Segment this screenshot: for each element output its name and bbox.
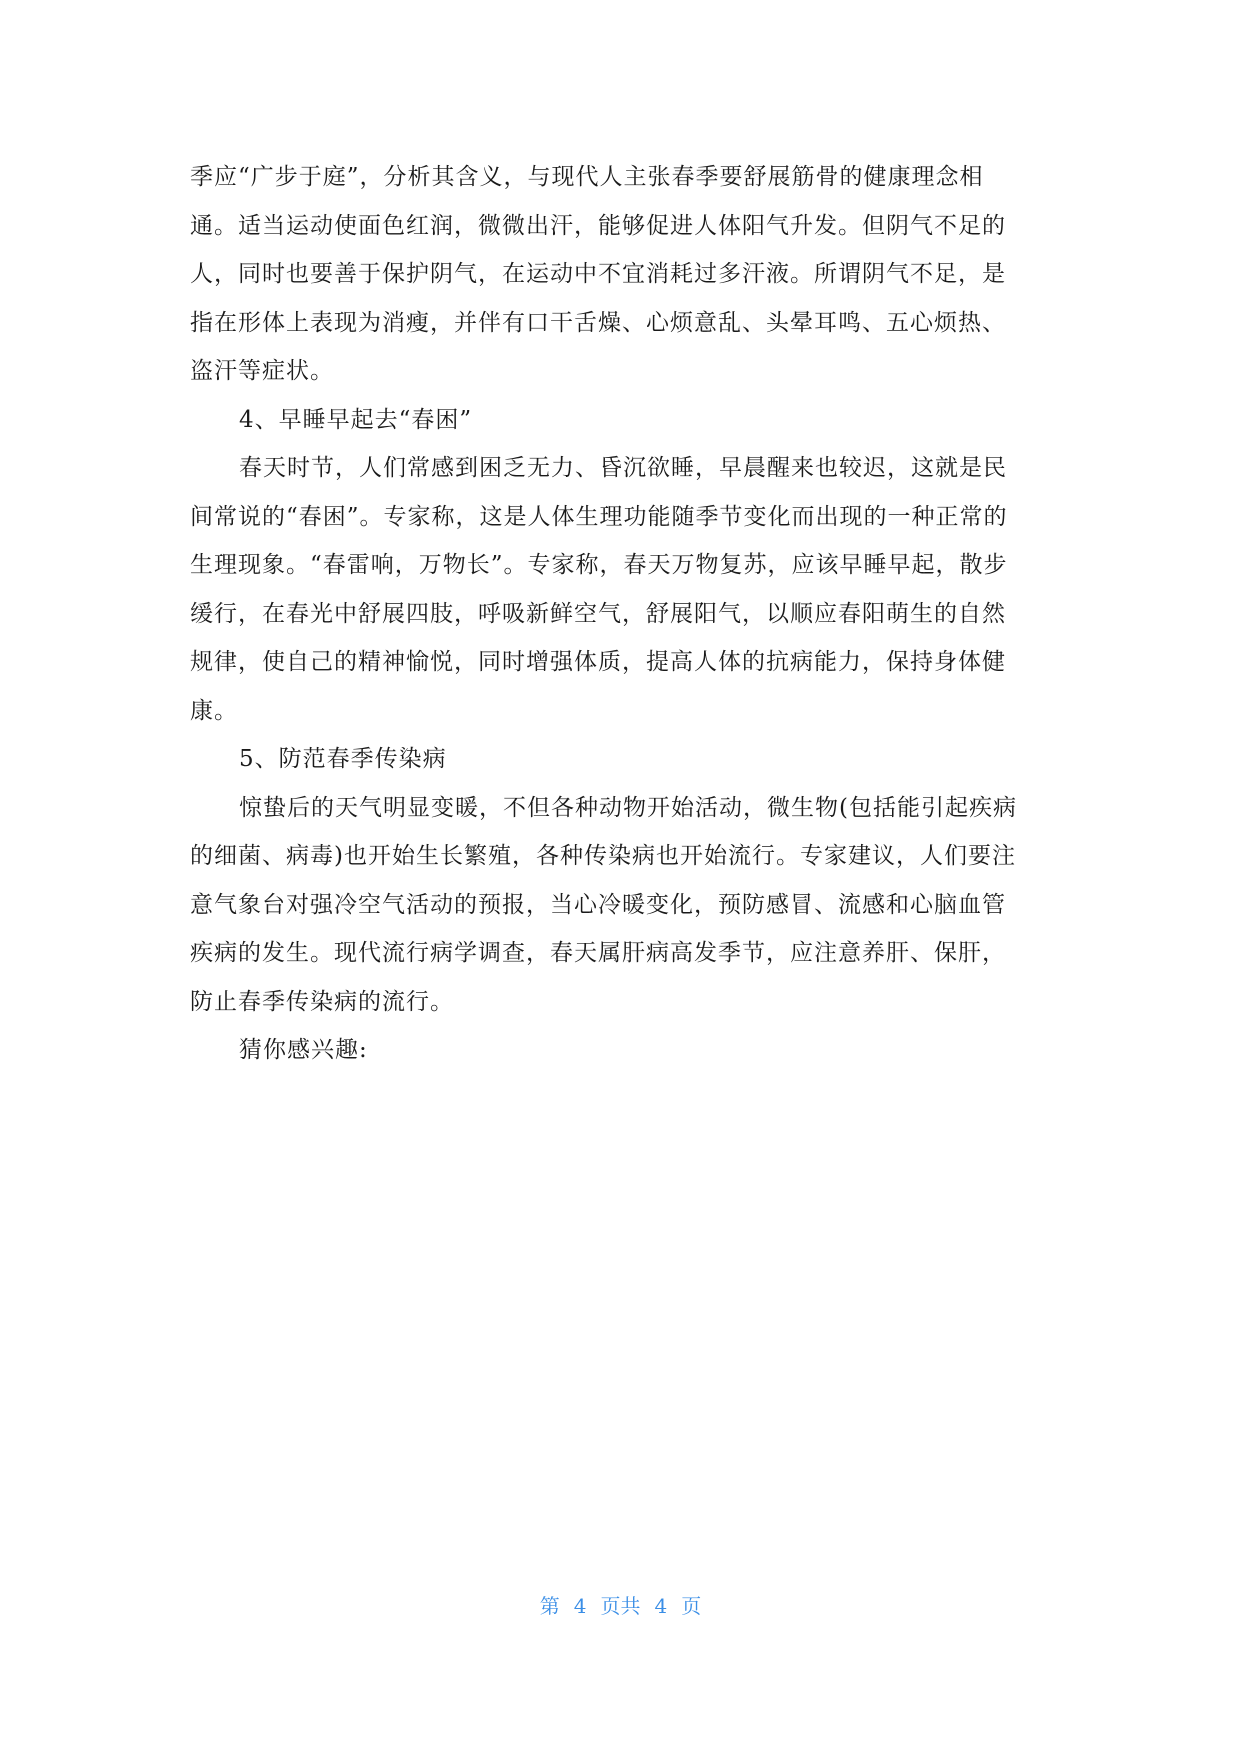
text-line: 防止春季传染病的流行。 <box>190 988 454 1015</box>
text-line: 5、防范春季传染病 <box>239 746 447 772</box>
page-footer-middle: 页共 <box>600 1594 641 1618</box>
document-body <box>190 153 1052 1075</box>
text-line: 生理现象。“春雷响，万物长”。专家称，春天万物复苏，应该早睡早起，散步 <box>190 552 1008 578</box>
text-line: 猜你感兴趣: <box>239 1037 368 1063</box>
text-line: 季应“广步于庭”，分析其含义，与现代人主张春季要舒展筋骨的健康理念相 <box>190 164 984 190</box>
text-line: 指在形体上表现为消瘦，并伴有口干舌燥、心烦意乱、头晕耳鸣、五心烦热、 <box>190 309 1006 336</box>
text-line: 康。 <box>190 697 238 724</box>
page-footer-suffix: 页 <box>681 1594 702 1618</box>
text-line: 4、早睡早起去“春困” <box>239 406 473 433</box>
text-line: 疾病的发生。现代流行病学调查，春天属肝病高发季节，应注意养肝、保肝， <box>190 940 1006 966</box>
text-line: 通。适当运动使面色红润，微微出汗，能够促进人体阳气升发。但阴气不足的 <box>190 212 1006 239</box>
text-line: 的细菌、病毒)也开始生长繁殖，各种传染病也开始流行。专家建议，人们要注 <box>190 843 1016 869</box>
text-line: 春天时节，人们常感到困乏无力、昏沉欲睡，早晨醒来也较迟，这就是民 <box>239 455 1007 481</box>
text-line: 间常说的“春困”。专家称，这是人体生理功能随季节变化而出现的一种正常的 <box>190 503 1008 530</box>
text-line: 人，同时也要善于保护阴气，在运动中不宜消耗过多汗液。所谓阴气不足，是 <box>190 261 1006 287</box>
text-line: 意气象台对强冷空气活动的预报，当心冷暖变化，预防感冒、流感和心脑血管 <box>190 891 1006 918</box>
text-line: 盗汗等症状。 <box>190 358 334 384</box>
text-line: 惊蛰后的天气明显变暖，不但各种动物开始活动，微生物(包括能引起疾病 <box>239 794 1017 821</box>
page-number-total: 4 <box>654 1594 668 1618</box>
text-line: 规律，使自己的精神愉悦，同时增强体质，提高人体的抗病能力，保持身体健 <box>190 649 1006 675</box>
text-line: 缓行，在春光中舒展四肢，呼吸新鲜空气，舒展阳气，以顺应春阳萌生的自然 <box>190 600 1006 627</box>
page-footer <box>0 1590 1241 1619</box>
page-number-current: 4 <box>573 1594 587 1618</box>
page-footer-prefix: 第 <box>539 1594 560 1618</box>
